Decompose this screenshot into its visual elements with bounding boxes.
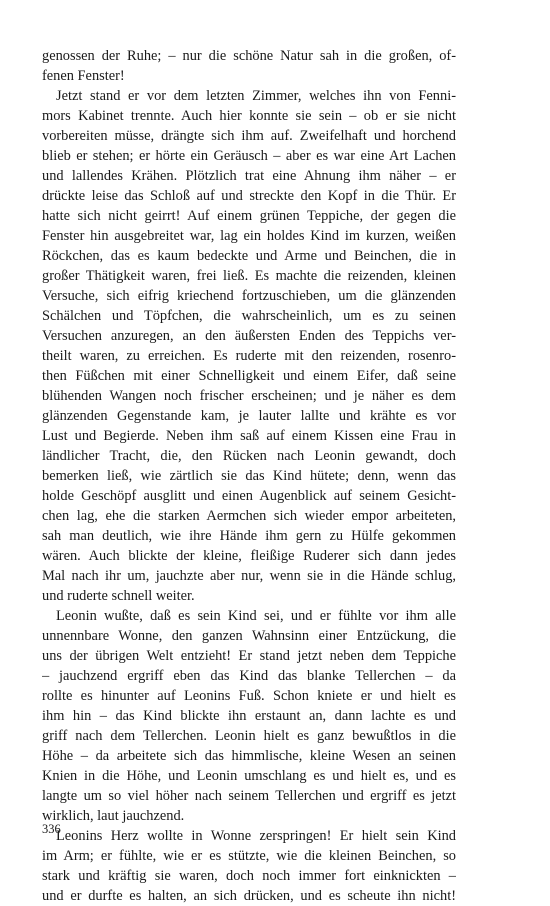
text-line: blühenden Wangen noch frischer erscheinen; und je näher es dem (42, 388, 456, 404)
text-line: Leonins Herz wollte in Wonne zerspringen! Er hielt sein Kind (56, 828, 456, 844)
text-line: glänzenden Gegenstande kam, je lauter lallte und krähte es vor (42, 408, 456, 424)
text-line: ihm hin – das Kind blickte ihn erstaunt an, dann lachte es und (42, 708, 456, 724)
text-line: Lust und Begierde. Neben ihm saß auf einem Kissen eine Frau in (42, 428, 456, 444)
book-page-text (42, 46, 456, 906)
text-line: chen lag, ehe die starken Aermchen sich wieder empor arbeiteten, (42, 508, 456, 524)
text-line: Versuche, sich eifrig kriechend fortzuschieben, um die glänzenden (42, 288, 456, 304)
text-line: und er durfte es halten, an sich drücken, und es scheute ihn nicht! (42, 888, 456, 904)
text-line: großer Thätigkeit waren, frei ließ. Es machte die reizenden, kleinen (42, 268, 456, 284)
text-line: langte um so viel höher nach seinem Tellerchen und ergriff es jetzt (42, 788, 456, 804)
text-line: Knien in die Höhe, und Leonin umschlang es und hielt es, und es (42, 768, 456, 784)
text-line: im Arm; er fühlte, wie er es stützte, wie die kleinen Beinchen, so (42, 848, 456, 864)
text-line: bemerken ließ, wie zärtlich sie das Kind hütete; denn, wenn das (42, 468, 456, 484)
text-line: ländlicher Tracht, die, den Rücken nach Leonin gewandt, doch (42, 448, 456, 464)
text-line: Schälchen und Töpfchen, die wahrscheinlich, um es zu seinen (42, 308, 456, 324)
text-line: holde Geschöpf ausglitt und einen Augenblick auf seinem Gesicht- (42, 488, 456, 504)
text-line: blieb er stehen; er hörte ein Geräusch – aber es war eine Art Lachen (42, 148, 456, 164)
text-line: mors Kabinet trennte. Auch hier konnte sie sein – ob er sie nicht (42, 108, 456, 124)
text-line: hatte sich nicht geirrt! Auf einem grünen Teppiche, der gegen die (42, 208, 456, 224)
text-line: wirklich, laut jauchzend. (42, 808, 185, 824)
page-number: 336 (42, 822, 61, 836)
text-line: rollte es hinunter auf Leonins Fuß. Schon kniete er und hielt es (42, 688, 456, 704)
text-line: fenen Fenster! (42, 68, 125, 84)
text-line: drückte leise das Schloß auf und streckte den Kopf in die Thür. Er (42, 188, 456, 204)
text-line: theilt waren, zu erreichen. Es ruderte mit den reizenden, rosenro- (42, 348, 456, 364)
text-line: genossen der Ruhe; – nur die schöne Natur sah in die großen, of- (42, 48, 456, 64)
text-line: vorbereiten müsse, drängte sich ihm auf. Zweifelhaft und horchend (42, 128, 456, 144)
text-line: und lallendes Krähen. Plötzlich trat eine Ahnung ihm näher – er (42, 168, 456, 184)
text-line: und ruderte schnell weiter. (42, 588, 195, 604)
text-line: uns der übrigen Welt entzieht! Er stand jetzt neben dem Teppiche (42, 648, 456, 664)
text-line: unnennbare Wonne, den ganzen Wahnsinn einer Entzückung, die (42, 628, 456, 644)
text-line: Röckchen, das es kaum bedeckte und Arme und Beinchen, die in (42, 248, 456, 264)
text-line: Versuchen anzuregen, an den äußersten Enden des Teppichs ver- (42, 328, 456, 344)
text-line: wären. Auch blickte der kleine, fleißige Ruderer sich dann jedes (42, 548, 456, 564)
text-line: – jauchzend ergriff eben das Kind das blanke Tellerchen – da (42, 668, 456, 684)
text-line: sah man deutlich, wie ihre Hände ihm gern zu Hülfe gekommen (42, 528, 456, 544)
text-line: Jetzt stand er vor dem letzten Zimmer, welches ihn von Fenni- (56, 88, 456, 104)
text-line: griff nach dem Tellerchen. Leonin hielt es ganz bewußtlos in die (42, 728, 456, 744)
text-line: stark und kräftig sie waren, doch noch immer fort einknickten – (42, 868, 456, 884)
text-line: Fenster hin ausgebreitet war, lag ein holdes Kind im kurzen, weißen (42, 228, 456, 244)
text-line: then Füßchen mit einer Schnelligkeit und einem Eifer, daß seine (42, 368, 456, 384)
text-line: Höhe – da arbeitete sich das himmlische, kleine Wesen an seinen (42, 748, 456, 764)
text-line: Leonin wußte, daß es sein Kind sei, und er fühlte vor ihm alle (56, 608, 456, 624)
text-line: Mal nach ihr um, jauchzte aber nur, wenn sie in die Hände schlug, (42, 568, 456, 584)
